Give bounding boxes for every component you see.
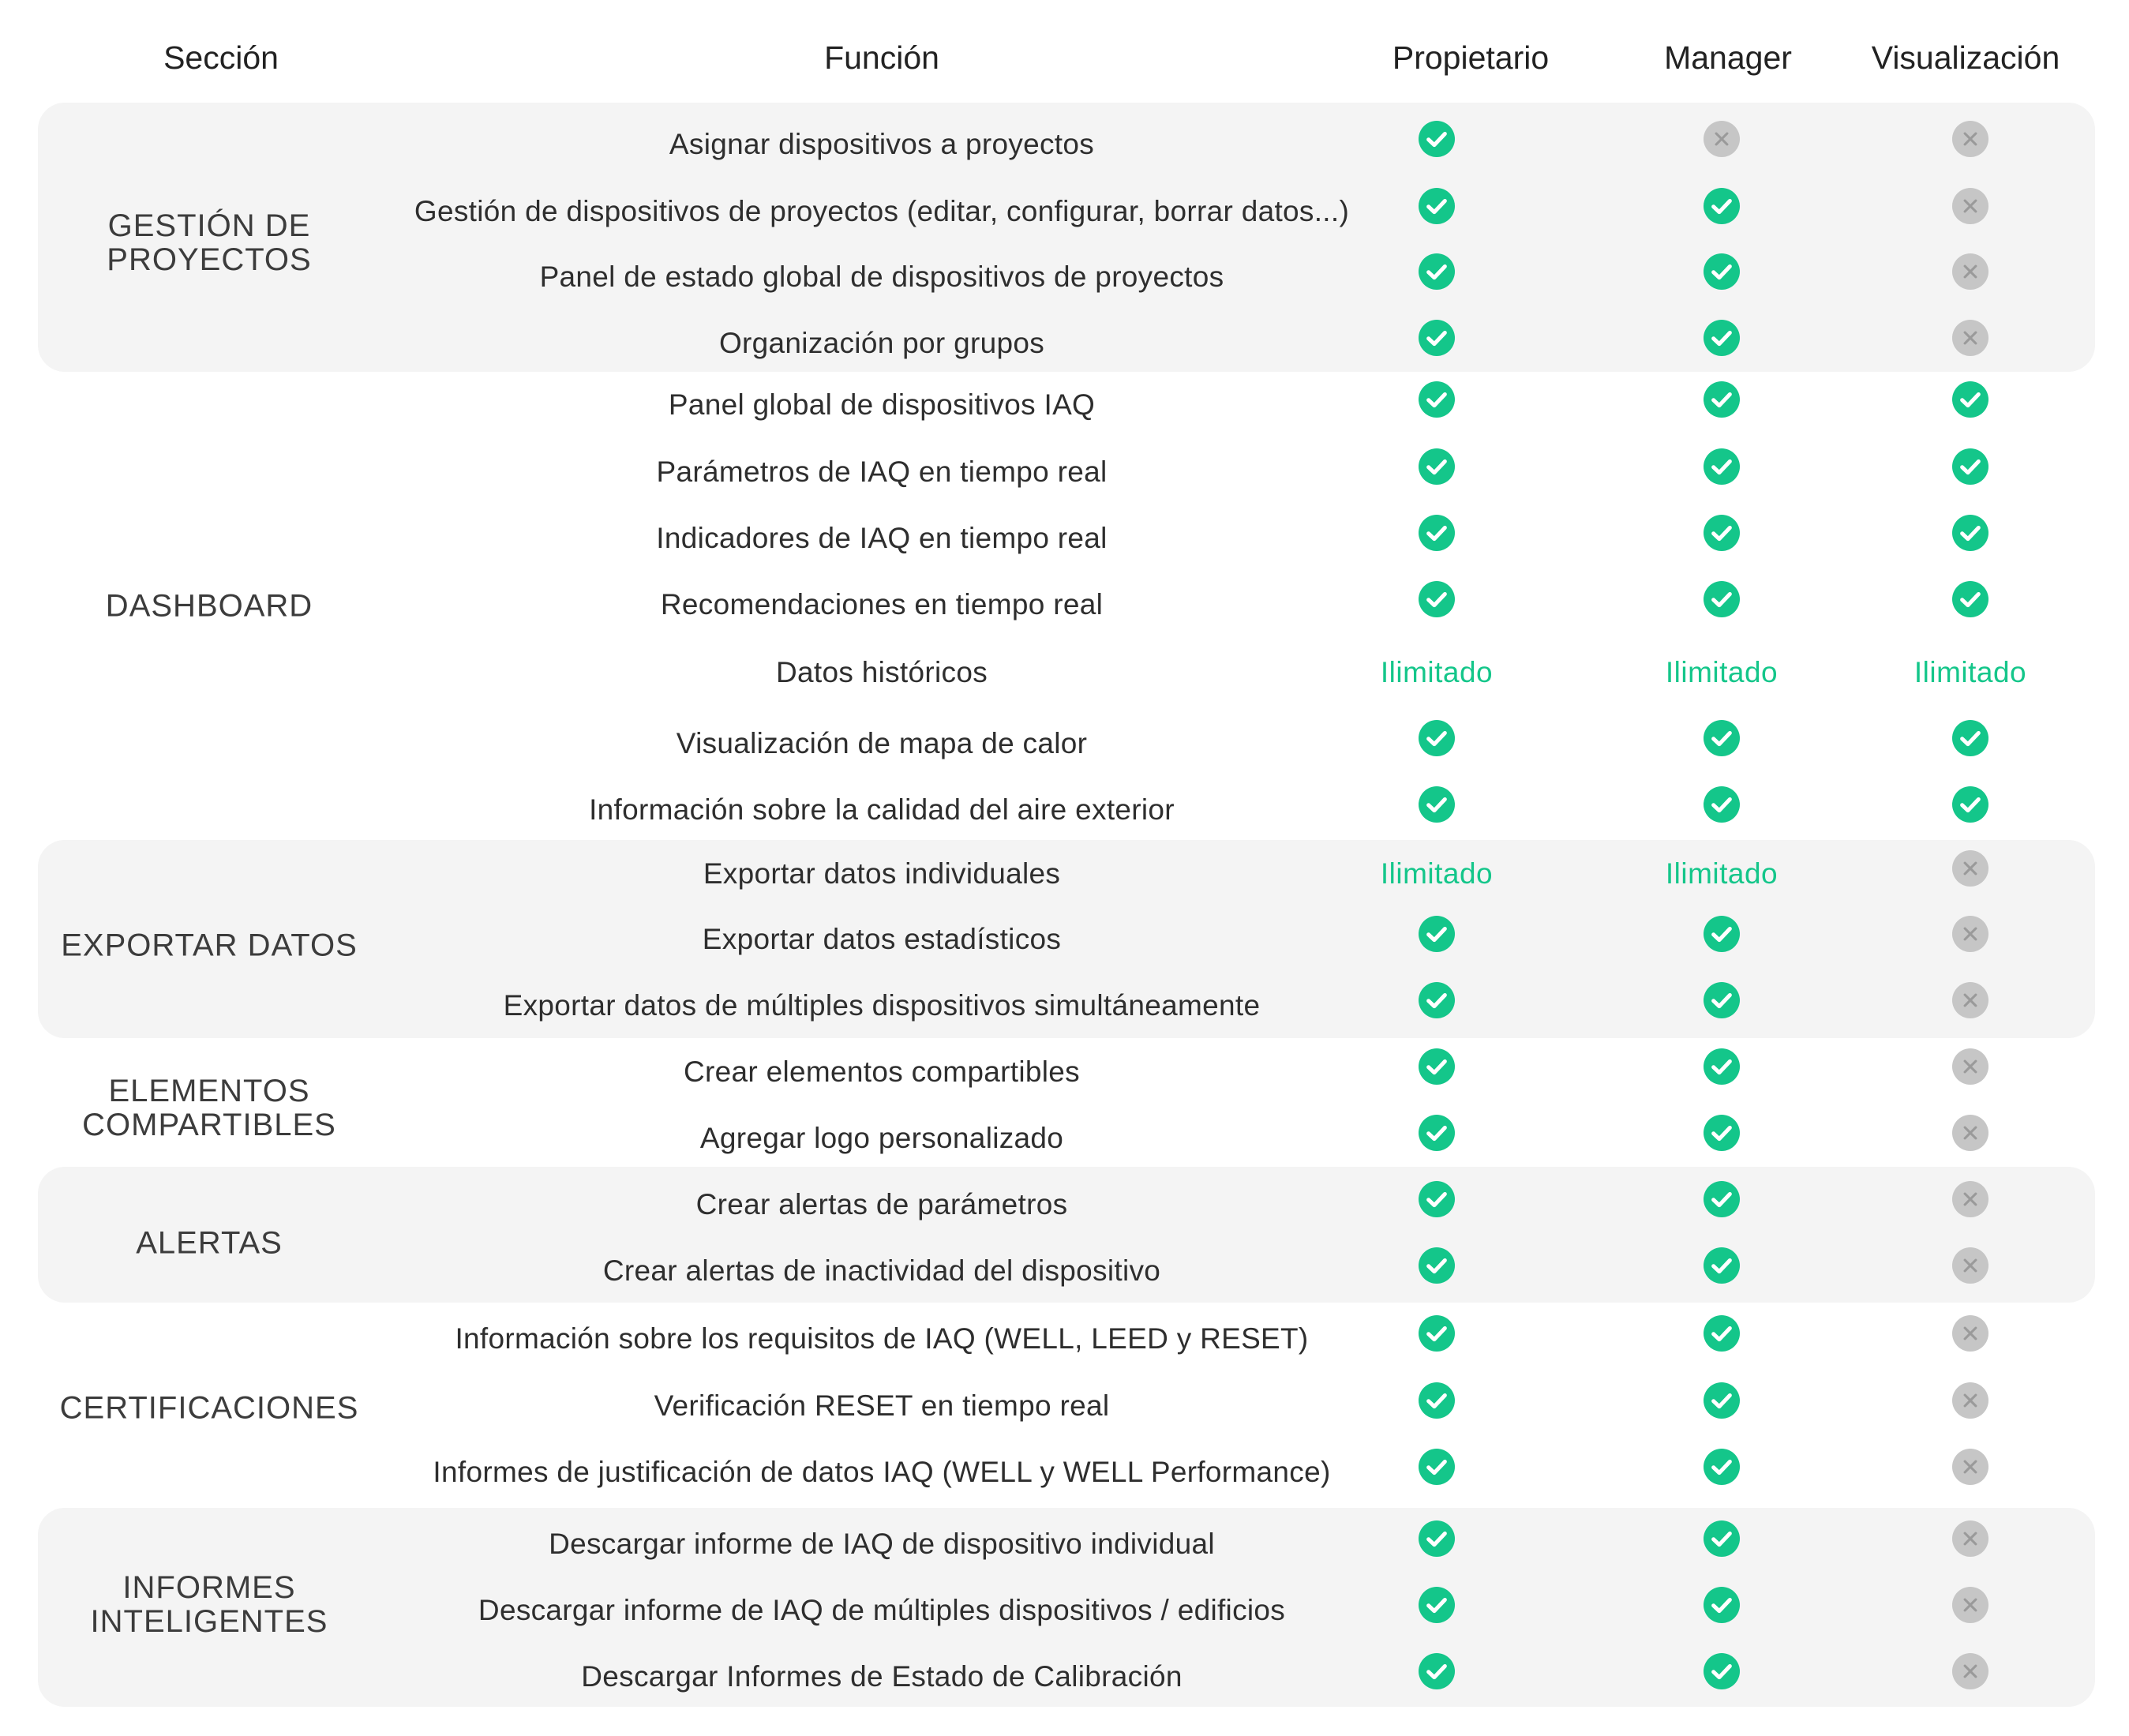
section-title-line: ALERTAS — [136, 1225, 283, 1261]
check-circle-icon — [1419, 982, 1455, 1018]
check-circle-icon — [1419, 1520, 1455, 1557]
cross-circle-icon — [1952, 1315, 1988, 1352]
section-title — [82, 1074, 336, 1142]
cross-circle-icon — [1952, 1653, 1988, 1689]
check-circle-icon — [1952, 720, 1988, 756]
section-title — [61, 929, 358, 963]
check-circle-icon — [1419, 916, 1455, 952]
cross-circle-icon — [1952, 1382, 1988, 1419]
check-circle-icon — [1704, 1247, 1740, 1284]
check-circle-icon — [1419, 1587, 1455, 1623]
section-title-line: EXPORTAR DATOS — [61, 928, 358, 963]
cross-circle-icon — [1952, 1115, 1988, 1151]
column-header-manager: Manager — [1664, 39, 1792, 76]
check-circle-icon — [1952, 448, 1988, 485]
check-circle-icon — [1704, 982, 1740, 1018]
check-circle-icon — [1419, 1048, 1455, 1085]
function-label: Exportar datos de múltiples dispositivos simultáneamente — [503, 989, 1261, 1022]
function-label: Información sobre los requisitos de IAQ (WELL, LEED y RESET) — [455, 1322, 1309, 1355]
check-circle-icon — [1704, 720, 1740, 756]
cross-circle-icon — [1952, 850, 1988, 887]
limit-value — [1381, 857, 1493, 890]
check-circle-icon — [1419, 121, 1455, 157]
limit-value-text: Ilimitado — [1665, 656, 1779, 688]
section-title-line: GESTIÓN DE — [107, 208, 311, 243]
check-circle-icon — [1419, 1247, 1455, 1284]
cross-circle-icon — [1952, 1048, 1988, 1085]
section-title-line: COMPARTIBLES — [82, 1108, 336, 1142]
check-circle-icon — [1704, 1382, 1740, 1419]
check-circle-icon — [1419, 381, 1455, 418]
check-circle-icon — [1419, 448, 1455, 485]
function-label: Crear alertas de parámetros — [695, 1188, 1068, 1220]
check-circle-icon — [1952, 581, 1988, 617]
function-label: Datos históricos — [775, 656, 988, 688]
function-label: Recomendaciones en tiempo real — [660, 588, 1104, 621]
section-title — [60, 1392, 359, 1426]
check-circle-icon — [1704, 515, 1740, 551]
function-label: Exportar datos estadísticos — [702, 923, 1062, 955]
function-label: Agregar logo personalizado — [699, 1122, 1064, 1154]
check-circle-icon — [1704, 188, 1740, 224]
section-title-line: INTELIGENTES — [90, 1604, 328, 1639]
function-label: Crear alertas de inactividad del dispositivo — [602, 1254, 1161, 1287]
check-circle-icon — [1704, 1048, 1740, 1085]
check-circle-icon — [1419, 786, 1455, 823]
check-circle-icon — [1704, 1587, 1740, 1623]
column-header-section: Sección — [163, 39, 279, 76]
check-circle-icon — [1704, 1653, 1740, 1689]
section-title-line: CERTIFICACIONES — [59, 1390, 359, 1426]
section-title — [107, 209, 311, 277]
cross-circle-icon — [1952, 1587, 1988, 1623]
cross-circle-icon — [1952, 1181, 1988, 1217]
check-circle-icon — [1952, 786, 1988, 823]
check-circle-icon — [1704, 320, 1740, 356]
check-circle-icon — [1419, 320, 1455, 356]
check-circle-icon — [1419, 1382, 1455, 1419]
check-circle-icon — [1704, 381, 1740, 418]
check-circle-icon — [1952, 381, 1988, 418]
check-circle-icon — [1419, 515, 1455, 551]
function-label: Descargar informe de IAQ de múltiples dispositivos / edificios — [478, 1594, 1286, 1626]
limit-value-text: Ilimitado — [1380, 857, 1494, 890]
check-circle-icon — [1419, 1115, 1455, 1151]
limit-value-text: Ilimitado — [1665, 857, 1779, 890]
function-label: Crear elementos compartibles — [684, 1055, 1080, 1088]
function-label: Panel de estado global de dispositivos de proyectos — [539, 261, 1224, 293]
function-label: Panel global de dispositivos IAQ — [668, 388, 1096, 421]
check-circle-icon — [1419, 581, 1455, 617]
cross-circle-icon — [1952, 188, 1988, 224]
cross-circle-icon — [1952, 916, 1988, 952]
function-label: Exportar datos individuales — [703, 857, 1061, 890]
limit-value-text: Ilimitado — [1380, 656, 1494, 688]
section-title-line: PROYECTOS — [107, 242, 312, 277]
check-circle-icon — [1419, 1315, 1455, 1352]
limit-value-text: Ilimitado — [1913, 656, 2027, 688]
function-label: Visualización de mapa de calor — [676, 727, 1088, 759]
limit-value — [1666, 857, 1778, 890]
function-label: Información sobre la calidad del aire exterior — [589, 793, 1175, 826]
cross-circle-icon — [1952, 982, 1988, 1018]
function-label: Verificación RESET en tiempo real — [654, 1389, 1110, 1422]
column-header-visualizacion: Visualización — [1871, 39, 2060, 76]
cross-circle-icon — [1952, 253, 1988, 290]
limit-value — [1381, 656, 1493, 689]
check-circle-icon — [1952, 515, 1988, 551]
function-label: Gestión de dispositivos de proyectos (editar, configurar, borrar datos...) — [414, 195, 1350, 227]
column-header-function: Función — [824, 39, 939, 76]
check-circle-icon — [1419, 188, 1455, 224]
check-circle-icon — [1704, 1115, 1740, 1151]
check-circle-icon — [1704, 253, 1740, 290]
limit-value — [1914, 656, 2026, 689]
function-label: Parámetros de IAQ en tiempo real — [656, 456, 1108, 488]
check-circle-icon — [1704, 448, 1740, 485]
cross-circle-icon — [1952, 320, 1988, 356]
check-circle-icon — [1419, 253, 1455, 290]
cross-circle-icon — [1704, 121, 1740, 157]
function-label: Asignar dispositivos a proyectos — [669, 128, 1095, 160]
cross-circle-icon — [1952, 1520, 1988, 1557]
check-circle-icon — [1704, 581, 1740, 617]
check-circle-icon — [1704, 916, 1740, 952]
check-circle-icon — [1704, 1449, 1740, 1485]
cross-circle-icon — [1952, 1449, 1988, 1485]
function-label: Descargar informe de IAQ de dispositivo individual — [549, 1528, 1215, 1560]
column-header-propietario: Propietario — [1392, 39, 1550, 76]
section-title — [91, 1571, 328, 1639]
cross-circle-icon — [1952, 121, 1988, 157]
check-circle-icon — [1704, 1181, 1740, 1217]
section-title — [136, 1227, 283, 1261]
check-circle-icon — [1704, 1520, 1740, 1557]
section-title-line: INFORMES — [122, 1570, 296, 1605]
function-label: Indicadores de IAQ en tiempo real — [656, 522, 1108, 554]
function-label: Descargar Informes de Estado de Calibración — [581, 1660, 1183, 1693]
check-circle-icon — [1419, 1449, 1455, 1485]
limit-value — [1666, 656, 1778, 689]
function-label: Informes de justificación de datos IAQ (WELL y WELL Performance) — [433, 1456, 1331, 1488]
check-circle-icon — [1419, 1653, 1455, 1689]
check-circle-icon — [1419, 1181, 1455, 1217]
cross-circle-icon — [1952, 1247, 1988, 1284]
check-circle-icon — [1419, 720, 1455, 756]
section-title — [106, 590, 313, 624]
section-title-line: ELEMENTOS — [108, 1074, 310, 1108]
section-title-line: DASHBOARD — [105, 588, 313, 624]
check-circle-icon — [1704, 786, 1740, 823]
check-circle-icon — [1704, 1315, 1740, 1352]
function-label: Organización por grupos — [718, 327, 1045, 359]
